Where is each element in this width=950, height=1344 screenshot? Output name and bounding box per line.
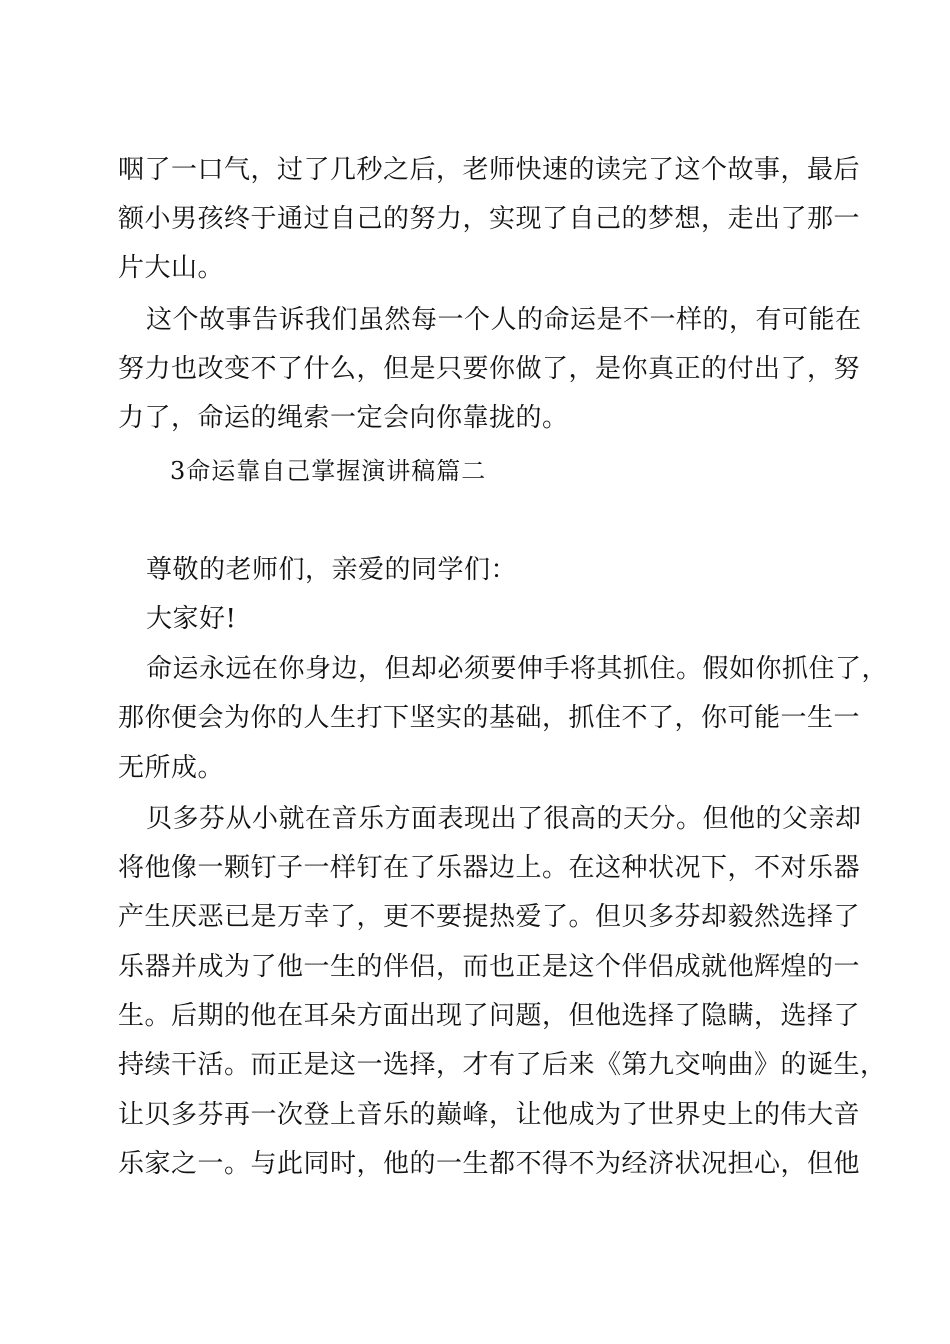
paragraph-4-line-1: 贝多芬从小就在音乐方面表现出了很高的天分。但他的父亲却: [146, 804, 862, 834]
paragraph-2-line-2: 努力也改变不了什么，但是只要你做了，是你真正的付出了，努: [118, 354, 861, 384]
paragraph-3-line-2: 那你便会为你的人生打下坚实的基础，抓住不了，你可能一生一: [118, 703, 861, 733]
paragraph-3-line-3: 无所成。: [118, 753, 225, 783]
paragraph-4-line-2: 将他像一颗钉子一样钉在了乐器边上。在这种状况下，不对乐器: [118, 853, 861, 883]
paragraph-3-line-1: 命运永远在你身边，但却必须要伸手将其抓住。假如你抓住了，: [146, 654, 889, 684]
paragraph-4-line-5: 生。后期的他在耳朵方面出现了问题，但他选择了隐瞒，选择了: [118, 1001, 861, 1031]
paragraph-2-line-1: 这个故事告诉我们虽然每一个人的命运是不一样的，有可能在: [146, 305, 862, 335]
section-heading: 3命运靠自己掌握演讲稿篇二: [170, 457, 487, 485]
paragraph-2-line-3: 力了，命运的绳索一定会向你靠拢的。: [118, 403, 569, 433]
paragraph-1-line-2: 额小男孩终于通过自己的努力，实现了自己的梦想，走出了那一: [118, 204, 861, 234]
greeting: 尊敬的老师们，亲爱的同学们：: [146, 555, 518, 585]
paragraph-1-line-1: 咽了一口气，过了几秒之后，老师快速的读完了这个故事，最后: [118, 155, 861, 185]
salutation: 大家好!: [146, 604, 237, 634]
paragraph-1-line-3: 片大山。: [118, 253, 225, 283]
paragraph-4-line-3: 产生厌恶已是万幸了，更不要提热爱了。但贝多芬却毅然选择了: [118, 902, 861, 932]
paragraph-4-line-6: 持续干活。而正是这一选择，才有了后来《第九交响曲》的诞生，: [118, 1050, 887, 1080]
paragraph-4-line-8: 乐家之一。与此同时，他的一生都不得不为经济状况担心，但他: [118, 1149, 861, 1179]
paragraph-4-line-7: 让贝多芬再一次登上音乐的巅峰，让他成为了世界史上的伟大音: [118, 1100, 861, 1130]
paragraph-4-line-4: 乐器并成为了他一生的伴侣，而也正是这个伴侣成就他辉煌的一: [118, 952, 861, 982]
